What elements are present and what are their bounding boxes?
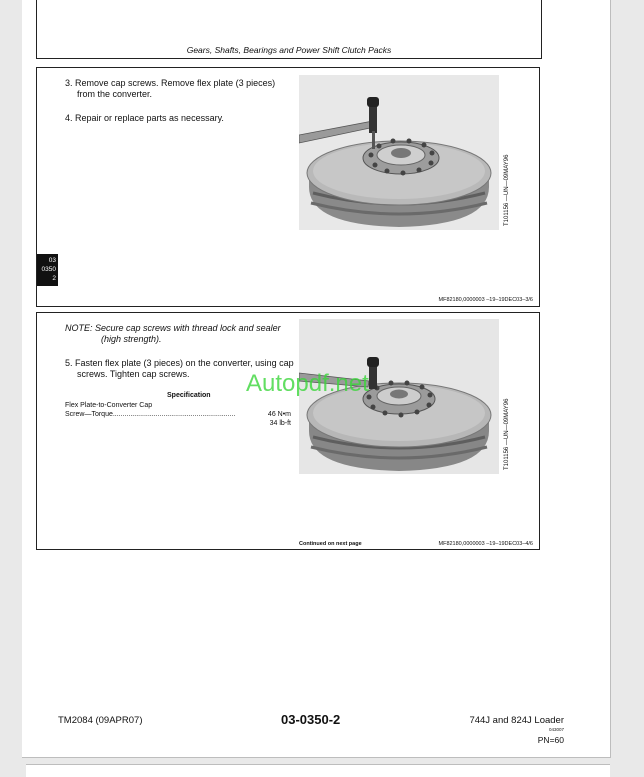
photo-id-1: T101156 —UN—09MAY96 — [504, 154, 510, 226]
pn-number: PN=60 — [537, 735, 564, 745]
spec-heading: Specification — [167, 392, 211, 399]
step-5-text: 5. Fasten flex plate (3 pieces) on the converter, using cap — [65, 358, 294, 368]
continued-notice: Continued on next page — [299, 541, 362, 547]
photo-id-2: T101156 —UN—09MAY96 — [504, 398, 510, 470]
machine-model: 744J and 824J Loader — [469, 715, 564, 726]
document-code-2: MF82180,0000003 –19–19DEC03–4/6 — [438, 541, 533, 547]
watermark: Autopdf.net — [246, 370, 369, 397]
spec-label-line-1: Flex Plate-to-Converter Cap — [65, 402, 153, 409]
procedure-block-1 — [36, 67, 540, 307]
step-5-continued: screws. Tighten cap screws. — [77, 369, 190, 379]
tab-line-1: 03 — [48, 257, 56, 264]
page-number: 03-0350-2 — [281, 712, 341, 727]
spec-value-imperial: 34 lb-ft — [269, 420, 291, 427]
section-header-title: Gears, Shafts, Bearings and Power Shift Clutch Packs — [186, 45, 392, 55]
tab-line-2: 0350 — [41, 266, 56, 273]
step-3-continued: from the converter. — [77, 89, 153, 99]
next-page-edge — [26, 764, 610, 777]
header-frame — [36, 0, 542, 59]
note-continued: (high strength). — [101, 334, 162, 344]
note-text: NOTE: Secure cap screws with thread lock and sealer — [65, 323, 281, 333]
tab-line-3: 2 — [52, 275, 56, 282]
procedure-block-2 — [36, 312, 540, 550]
spec-value-metric: 46 N•m — [247, 410, 291, 419]
document-code-1: MF82180,0000003 –19–19DEC03–3/6 — [438, 297, 533, 303]
footer-date-code: 043007 — [548, 727, 564, 732]
manual-id: TM2084 (09APR07) — [58, 715, 143, 726]
step-4-text: 4. Repair or replace parts as necessary. — [65, 113, 224, 123]
spec-label-line-2: Screw—Torque............................................................... — [65, 411, 236, 418]
flex-plate-removal-photo — [299, 75, 499, 230]
step-3-text: 3. Remove cap screws. Remove flex plate (3 pieces) — [65, 78, 276, 88]
